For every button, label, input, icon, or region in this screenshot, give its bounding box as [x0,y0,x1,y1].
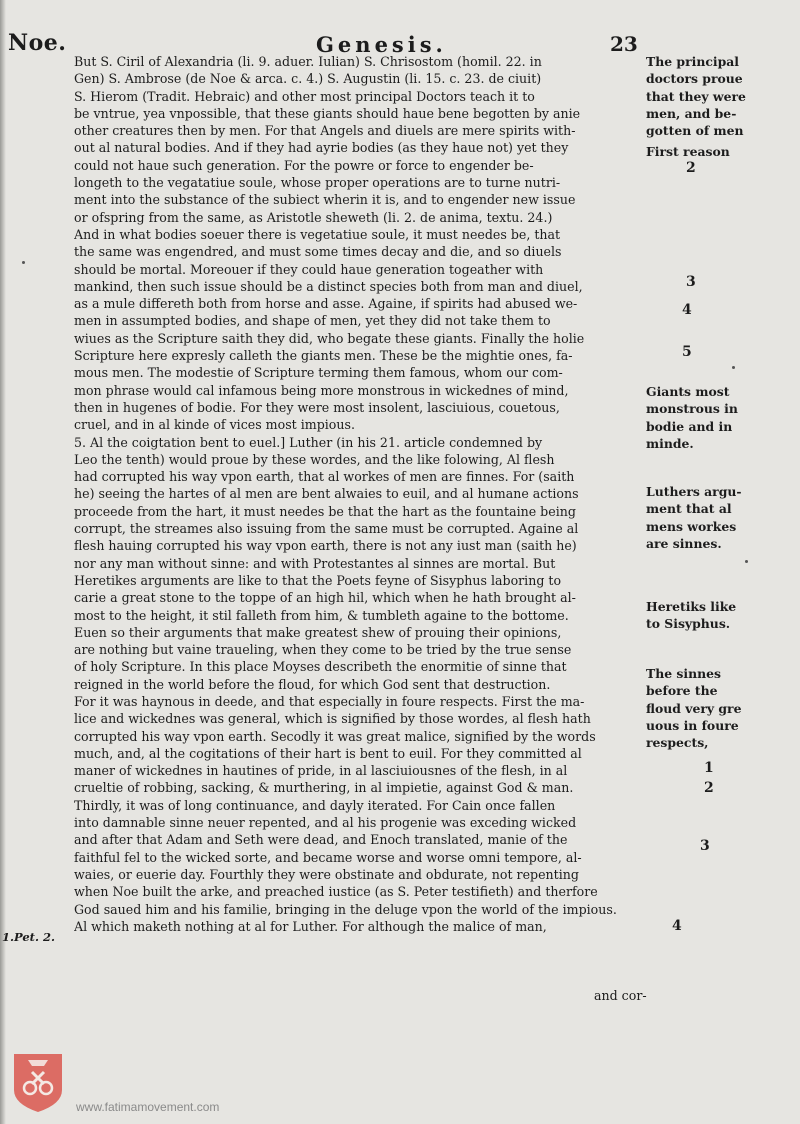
text-line: nor any man without sinne: and with Protestantes al sinnes are mortal. But [74,555,556,571]
text-line: into damnable sinne neuer repented, and al his progenie was exceding wicked [74,815,577,831]
margin-note-line: respects, [646,735,709,751]
text-line: And in what bodies soeuer there is vegetatiue soule, it must needes be, that [74,226,561,242]
margin-note-line: minde. [646,435,694,451]
margin-note-sinnes-before-floud [646,665,798,751]
margin-note-line: doctors proue [646,71,743,87]
margin-number-respect: 3 [700,838,710,854]
margin-note-line: Heretiks like [646,599,737,614]
footer [10,1050,410,1116]
margin-note-luthers-argument [646,483,798,552]
text-line: and after that Adam and Seth were dead, and Enoch translated, manie of the [74,832,568,848]
margin-number-respect: 1 [704,760,714,776]
text-line: cruel, and in al kinde of vices most impious. [74,417,355,433]
margin-number-reason: 4 [682,302,692,318]
text-line: For it was haynous in deede, and that especially in foure respects. First the ma- [74,693,585,709]
margin-note-line: before the [646,683,718,699]
margin-note-line: monstrous in [646,401,738,417]
text-line: Leo the tenth) would proue by these wordes, and the like folowing, Al flesh [74,451,555,467]
ink-speck [732,366,735,369]
text-line: Al which maketh nothing at al for Luther. For although the malice of man, [74,918,547,934]
text-line: as a mule differeth both from horse and asse. Againe, if spirits had abused we- [74,296,578,312]
text-line: could not haue such generation. For the powre or force to engender be- [74,157,534,173]
text-line: other creatures then by men. For that Angels and diuels are mere spirits with- [74,123,576,139]
margin-note-line: The principal [646,54,739,69]
text-line: out al natural bodies. And if they had ayrie bodies (as they haue not) yet they [74,140,569,156]
text-line: S. Hierom (Tradit. Hebraic) and other most principal Doctors teach it to [74,88,535,104]
text-line: most to the height, it stil falleth from him, & tumbleth againe to the bottome. [74,607,569,623]
text-line: when Noe built the arke, and preached iustice (as S. Peter testifieth) and therfore [74,884,598,900]
text-line: reigned in the world before the floud, for which God sent that destruction. [74,676,551,692]
text-line: be vntrue, yea vnpossible, that these giants should haue bene begotten by anie [74,105,581,121]
margin-number-reason: 3 [686,274,696,290]
text-line: Euen so their arguments that make greatest shew of prouing their opinions, [74,624,562,640]
text-line: men in assumpted bodies, and shape of men, yet they did not take them to [74,313,551,329]
text-line: crueltie of robbing, sacking, & murthering, in al impietie, against God & man. [74,780,574,796]
text-line: corrupted his way vpon earth. Secodly it was great malice, signified by the words [74,728,596,744]
margin-note-line: mens workes [646,518,737,534]
text-line: Scripture here expresly calleth the giants men. These be the mightie ones, fa- [74,348,573,364]
ink-speck [745,560,748,563]
text-line: are nothing but vaine traueling, when they come to be tried by the true sense [74,642,572,658]
margin-number-respect: 4 [672,918,682,934]
margin-note-heretiks [646,598,798,633]
text-line: lice and wickednes was general, which is signified by those wordes, al flesh hath [74,711,591,727]
text-line: or ofspring from the same, as Aristotle sheweth (li. 2. de anima, textu. 24.) [74,209,553,225]
margin-note-line: floud very gre [646,700,742,716]
text-line: God saued him and his familie, bringing in the deluge vpon the world of the impious. [74,901,617,917]
text-line: then in hugenes of bodie. For they were most insolent, lasciuious, couetous, [74,399,560,415]
text-line: maner of wickednes in hautines of pride, in al lasciuiousnes of the flesh, in al [74,763,568,779]
text-line: corrupt, the streames also issuing from the same must be corrupted. Againe al [74,521,579,537]
margin-note-principal-doctors [646,53,798,139]
text-line: flesh hauing corrupted his way vpon earth, there is not any iust man (saith he) [74,538,577,554]
text-line: wiues as the Scripture saith they did, who begate these giants. Finally the holie [74,330,585,346]
text-line: carie a great stone to the toppe of an high hil, which when he hath brought al- [74,590,576,606]
margin-note-line: The sinnes [646,666,721,681]
text-line: But S. Ciril of Alexandria (li. 9. aduer. Iulian) S. Chrisostom (homil. 22. in [74,54,542,69]
text-line: had corrupted his way vpon earth, that al workes of men are finnes. For (saith [74,469,575,485]
margin-note-line: gotten of men [646,123,744,139]
margin-number-reason: 5 [682,344,692,360]
text-line: mous men. The modestie of Scripture terming them famous, whom our com- [74,365,563,381]
text-line: of holy Scripture. In this place Moyses describeth the enormitie of sinne that [74,659,567,675]
ink-speck [22,261,25,264]
page-number: 23 [610,32,638,56]
text-line: faithful fel to the wicked sorte, and became worse and worse omni tempore, al- [74,849,582,865]
text-line: proceede from the hart, it must needes be that the hart as the fountaine being [74,503,576,519]
catchword: and cor- [594,988,647,1003]
page-edge-shadow [0,0,6,1124]
text-line: the same was engendred, and must some times decay and die, and so diuels [74,244,562,260]
left-margin-reference: 1.Pet. 2. [2,930,55,944]
text-line: he) seeing the hartes of al men are bent alwaies to euil, and al humane actions [74,486,579,502]
text-line: 5. Al the coigtation bent to euel.] Luther (in his 21. article condemned by [74,434,543,450]
text-line: Gen) S. Ambrose (de Noe & arca. c. 4.) S. Augustin (li. 15. c. 23. de ciuit) [74,71,542,87]
main-text-column [74,53,640,935]
margin-note-giants [646,383,798,452]
margin-note-line: ment that al [646,501,732,517]
text-line: waies, or euerie day. Fourthly they were obstinate and obdurate, not repenting [74,866,579,882]
margin-note-line: bodie and in [646,418,733,434]
fatima-movement-logo-icon [10,1050,66,1114]
margin-note-line: men, and be- [646,105,737,121]
text-line: Thirdly, it was of long continuance, and dayly iterated. For Cain once fallen [74,797,556,813]
margin-note-first-reason [646,143,798,160]
text-line: longeth to the vegatatiue soule, whose proper operations are to turne nutri- [74,175,561,191]
text-line: mon phrase would cal infamous being more monstrous in wickednes of mind, [74,382,569,398]
margin-note-line: Luthers argu- [646,484,742,499]
text-line: much, and, al the cogitations of their hart is bent to euil. For they committed al [74,745,582,761]
margin-note-line: are sinnes. [646,535,722,551]
margin-number-respect: 2 [704,780,714,796]
margin-number-reason: 2 [686,160,696,176]
running-head-title: Genesis. [316,32,447,57]
margin-note-line: First reason [646,144,730,159]
text-line: ment into the substance of the subiect wherin it is, and to engender new issue [74,192,576,208]
margin-note-line: Giants most [646,384,730,399]
margin-note-line: to Sisyphus. [646,616,731,632]
text-line: Heretikes arguments are like to that the Poets feyne of Sisyphus laboring to [74,572,562,588]
margin-note-line: that they were [646,88,746,104]
running-head-left: Noe. [8,30,67,56]
footer-url: www.fatimamovement.com [76,1100,220,1114]
text-line: mankind, then such issue should be a distinct species both from man and diuel, [74,278,583,294]
text-line: should be mortal. Moreouer if they could haue generation togeather with [74,261,544,277]
margin-note-line: uous in foure [646,717,739,733]
